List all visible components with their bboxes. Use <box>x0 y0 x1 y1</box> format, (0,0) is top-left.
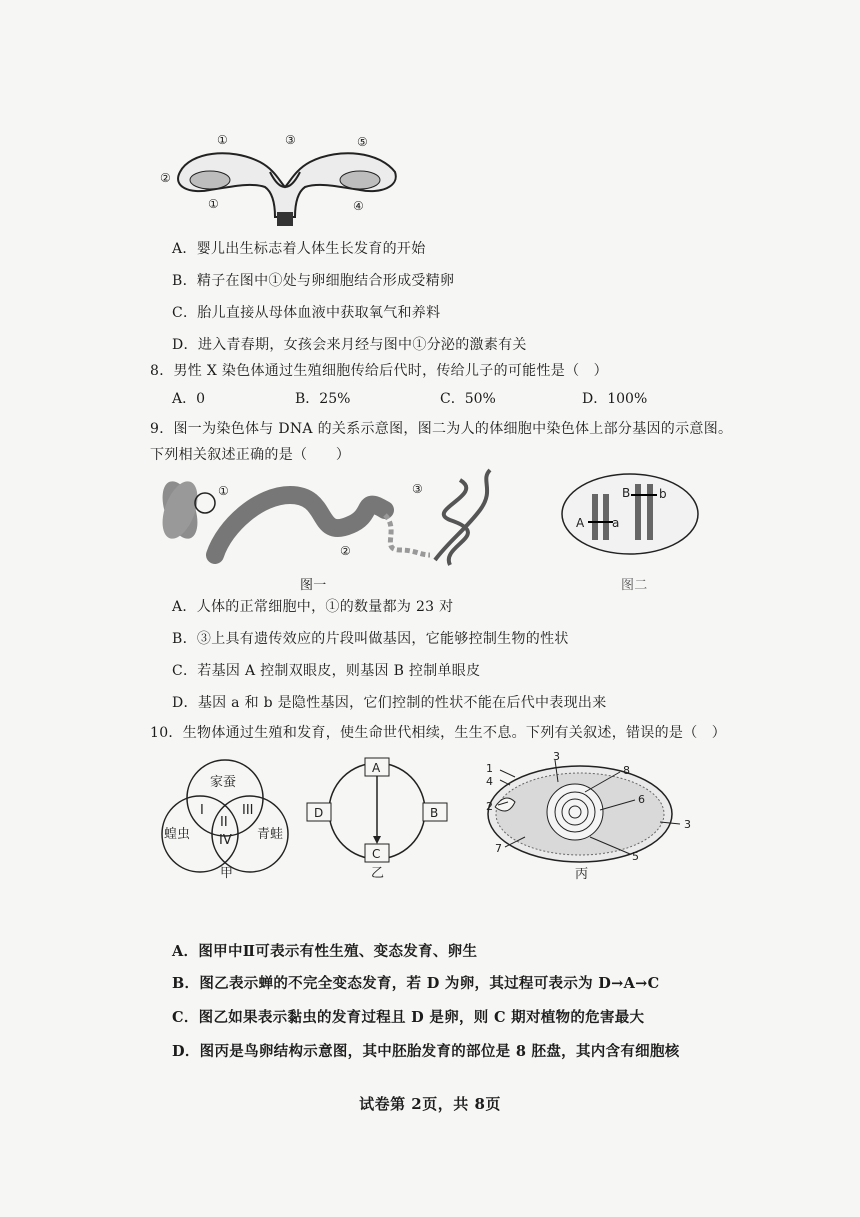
q9-option-b: B．③上具有遗传效应的片段叫做基因，它能够控制生物的性状 <box>172 631 569 647</box>
fig2-caption: 图二 <box>621 578 648 593</box>
cycle-node-a: A <box>372 761 381 775</box>
fig1-label: ③ <box>412 482 423 496</box>
fig7-label: ④ <box>353 199 364 213</box>
female-reproductive-figure <box>160 132 410 232</box>
cycle-figure-yi <box>305 756 465 881</box>
egg-label: 8 <box>623 764 630 777</box>
chromosome-dna-figure <box>150 465 510 580</box>
egg-label: 3 <box>553 752 560 763</box>
egg-label: 3 <box>684 818 691 831</box>
egg-label: 5 <box>632 850 639 863</box>
q7-option-b: B．精子在图中①处与卵细胞结合形成受精卵 <box>172 273 455 289</box>
cycle-node-b: B <box>430 806 439 820</box>
q9-option-c: C．若基因 A 控制双眼皮，则基因 B 控制单眼皮 <box>172 663 481 679</box>
q8-option-a: A．0 <box>172 391 206 407</box>
q10-option-b: B．图乙表示蝉的不完全变态发育，若 D 为卵，其过程可表示为 D→A→C <box>172 975 660 992</box>
fig2-label: b <box>659 487 667 501</box>
venn-label-locust: 蝗虫 <box>164 827 191 842</box>
venn-region: III <box>242 803 254 818</box>
gene-cell-figure <box>560 472 700 557</box>
page-footer: 试卷第 2页，共 8页 <box>359 1095 501 1113</box>
q9-stem-line2: 下列相关叙述正确的是（ ） <box>150 447 351 463</box>
venn-label-silkworm: 家蚕 <box>210 775 237 790</box>
fig1-label: ② <box>340 544 351 558</box>
fig7-label: ⑤ <box>357 135 368 149</box>
fig2-label: a <box>612 516 620 530</box>
q10-option-a: A．图甲中Ⅱ可表示有性生殖、变态发育、卵生 <box>172 943 478 960</box>
venn-region: IV <box>219 833 232 848</box>
venn-region: I <box>200 803 204 818</box>
q7-option-d: D．进入青春期，女孩会来月经与图中①分泌的激素有关 <box>172 337 527 353</box>
fig1-caption: 图一 <box>300 578 327 593</box>
fig2-label: A <box>576 516 585 530</box>
fig2-label: B <box>622 486 631 500</box>
q8-option-d: D．100% <box>582 391 648 407</box>
egg-label: 2 <box>486 800 493 813</box>
fig7-label: ① <box>208 197 219 211</box>
q8-stem: 8．男性 X 染色体通过生殖细胞传给后代时，传给儿子的可能性是（ ） <box>150 363 608 379</box>
q8-option-c: C．50% <box>440 391 496 407</box>
q9-option-d: D．基因 a 和 b 是隐性基因，它们控制的性状不能在后代中表现出来 <box>172 695 607 711</box>
q10-option-c: C．图乙如果表示黏虫的发育过程且 D 是卵，则 C 期对植物的危害最大 <box>172 1009 645 1026</box>
jia-caption: 甲 <box>220 866 234 881</box>
bird-egg-figure-bing <box>480 752 720 882</box>
venn-label-frog: 青蛙 <box>257 827 284 842</box>
cycle-node-c: C <box>372 847 381 861</box>
egg-label: 1 <box>486 762 493 775</box>
q7-option-c: C．胎儿直接从母体血液中获取氧气和养料 <box>172 305 441 321</box>
fig7-label: ② <box>160 171 171 185</box>
fig7-label: ③ <box>285 133 296 147</box>
bing-caption: 丙 <box>575 867 589 882</box>
yi-caption: 乙 <box>371 866 385 881</box>
venn-region: II <box>220 815 228 830</box>
q9-stem-line1: 9．图一为染色体与 DNA 的关系示意图，图二为人的体细胞中染色体上部分基因的示意图。 <box>150 421 733 437</box>
cycle-node-d: D <box>314 806 324 820</box>
fig1-label: ① <box>218 484 229 498</box>
q10-option-d: D．图丙是鸟卵结构示意图，其中胚胎发育的部位是 8 胚盘，其内含有细胞核 <box>172 1043 680 1060</box>
fig7-label: ① <box>217 133 228 147</box>
egg-label: 7 <box>495 842 502 855</box>
q9-option-a: A．人体的正常细胞中，①的数量都为 23 对 <box>172 599 454 615</box>
venn-figure-jia <box>150 756 300 881</box>
q10-stem: 10．生物体通过生殖和发育，使生命世代相续，生生不息。下列有关叙述，错误的是（ ） <box>150 725 727 741</box>
egg-label: 4 <box>486 775 493 788</box>
egg-label: 6 <box>638 793 645 806</box>
q7-option-a: A．婴儿出生标志着人体生长发育的开始 <box>172 241 426 257</box>
q8-option-b: B．25% <box>295 391 351 407</box>
